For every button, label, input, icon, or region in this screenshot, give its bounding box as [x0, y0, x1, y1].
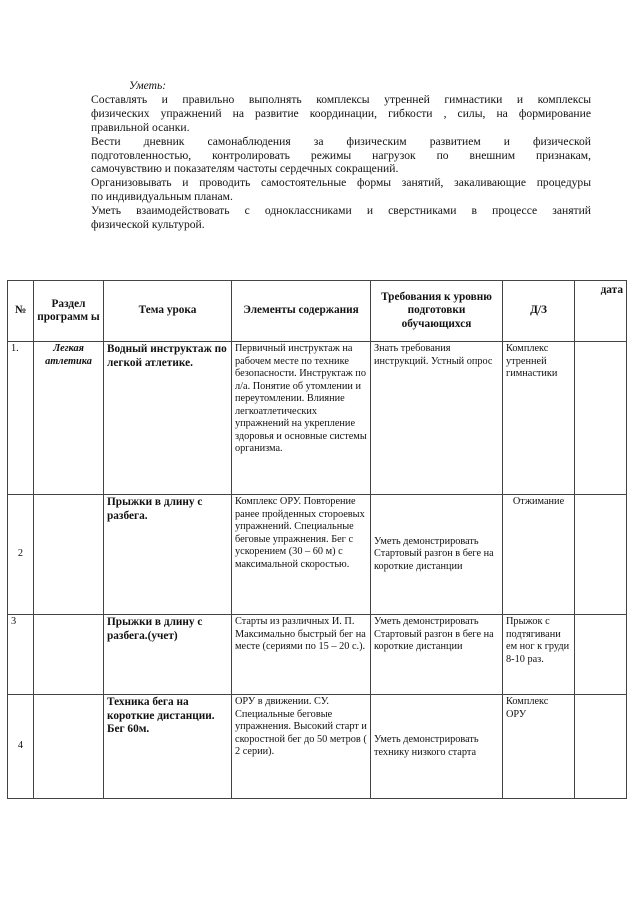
- row-requirements: Знать требования инструкций. Устный опрос: [371, 342, 503, 495]
- row-num: 3: [8, 615, 34, 695]
- table-row: [8, 495, 627, 615]
- row-homework: Комплекс ОРУ: [503, 695, 575, 799]
- header-topic: Тема урока: [104, 281, 232, 342]
- outcomes-heading: Уметь:: [129, 79, 167, 92]
- row-date: [575, 495, 627, 615]
- outcome-line: физических упражнений на развитие координации, гибкости , силы, на формирование: [91, 106, 591, 120]
- row-date: [575, 695, 627, 799]
- outcome-line: подготовленностью, контролировать режимы нагрузок по внешним признакам,: [91, 148, 591, 162]
- row-num: 1.: [8, 342, 34, 495]
- row-topic: Техника бега на короткие дистанции. Бег 60м.: [104, 695, 232, 799]
- row-section: Легкая атлетика: [34, 342, 104, 495]
- header-requirements: Требования к уровню подготовки обучающихся: [371, 281, 503, 342]
- learning-outcomes: [91, 79, 591, 232]
- row-elements: Старты из различных И. П. Максимально быстрый бег на месте (сериями по 15 – 20 с.).: [232, 615, 371, 695]
- row-date: [575, 615, 627, 695]
- outcome-line: Вести дневник самонаблюдения за физическим развитием и физической: [91, 134, 591, 148]
- outcome-line: по индивидуальным планам.: [91, 190, 233, 204]
- row-homework: Отжимание: [503, 495, 575, 615]
- lesson-plan-table: [7, 280, 627, 799]
- table-row: [8, 342, 627, 495]
- outcome-line: физической культурой.: [91, 218, 205, 232]
- row-num: 2: [8, 495, 34, 615]
- row-topic: Прыжки в длину с разбега.: [104, 495, 232, 615]
- row-homework: Прыжок с подтягивани ем ног к груди 8-10 раз.: [503, 615, 575, 695]
- header-section: Раздел программ ы: [34, 281, 104, 342]
- header-date: дата: [575, 281, 627, 342]
- row-requirements: Уметь демонстрировать Стартовый разгон в беге на короткие дистанции: [371, 495, 503, 615]
- row-elements: Комплекс ОРУ. Повторение ранее пройденных стороевых упражнений. Специальные беговые упражнения. Бег с ускорением (30 – 60 м) с максимальной скоростью.: [232, 495, 371, 615]
- row-section: [34, 495, 104, 615]
- outcome-line: Уметь взаимодействовать с одноклассниками и сверстниками в процессе занятий: [91, 204, 591, 218]
- row-section: [34, 695, 104, 799]
- row-topic: Прыжки в длину с разбега.(учет): [104, 615, 232, 695]
- row-num: 4: [8, 695, 34, 799]
- row-topic: Водный инструктаж по легкой атлетике.: [104, 342, 232, 495]
- outcome-line: Организовывать и проводить самостоятельные формы занятий, закаливающие процедуры: [91, 176, 591, 190]
- table-header-row: [8, 281, 627, 342]
- row-homework: Комплекс утренней гимнастики: [503, 342, 575, 495]
- header-elements: Элементы содержания: [232, 281, 371, 342]
- outcome-line: правильной осанки.: [91, 120, 190, 134]
- outcome-line: самочувствию и показателям частоты сердечных сокращений.: [91, 162, 399, 176]
- header-homework: Д/З: [503, 281, 575, 342]
- header-num: №: [8, 281, 34, 342]
- row-requirements: Уметь демонстрировать Стартовый разгон в беге на короткие дистанции: [371, 615, 503, 695]
- table-row: [8, 695, 627, 799]
- row-elements: Первичный инструктаж на рабочем месте по технике безопасности. Инструктаж по л/а. Понятие об утомлении и переутомлении. Влияние легкоатлетических упражнений на укрепление здоровья и основные системы организма.: [232, 342, 371, 495]
- row-section: [34, 615, 104, 695]
- row-requirements: Уметь демонстрировать технику низкого старта: [371, 695, 503, 799]
- row-date: [575, 342, 627, 495]
- table-row: [8, 615, 627, 695]
- row-elements: ОРУ в движении. СУ. Специальные беговые упражнения. Высокий старт и скоростной бег до 50 метров ( 2 серии).: [232, 695, 371, 799]
- outcome-line: Составлять и правильно выполнять комплексы утренней гимнастики и комплексы: [91, 92, 591, 106]
